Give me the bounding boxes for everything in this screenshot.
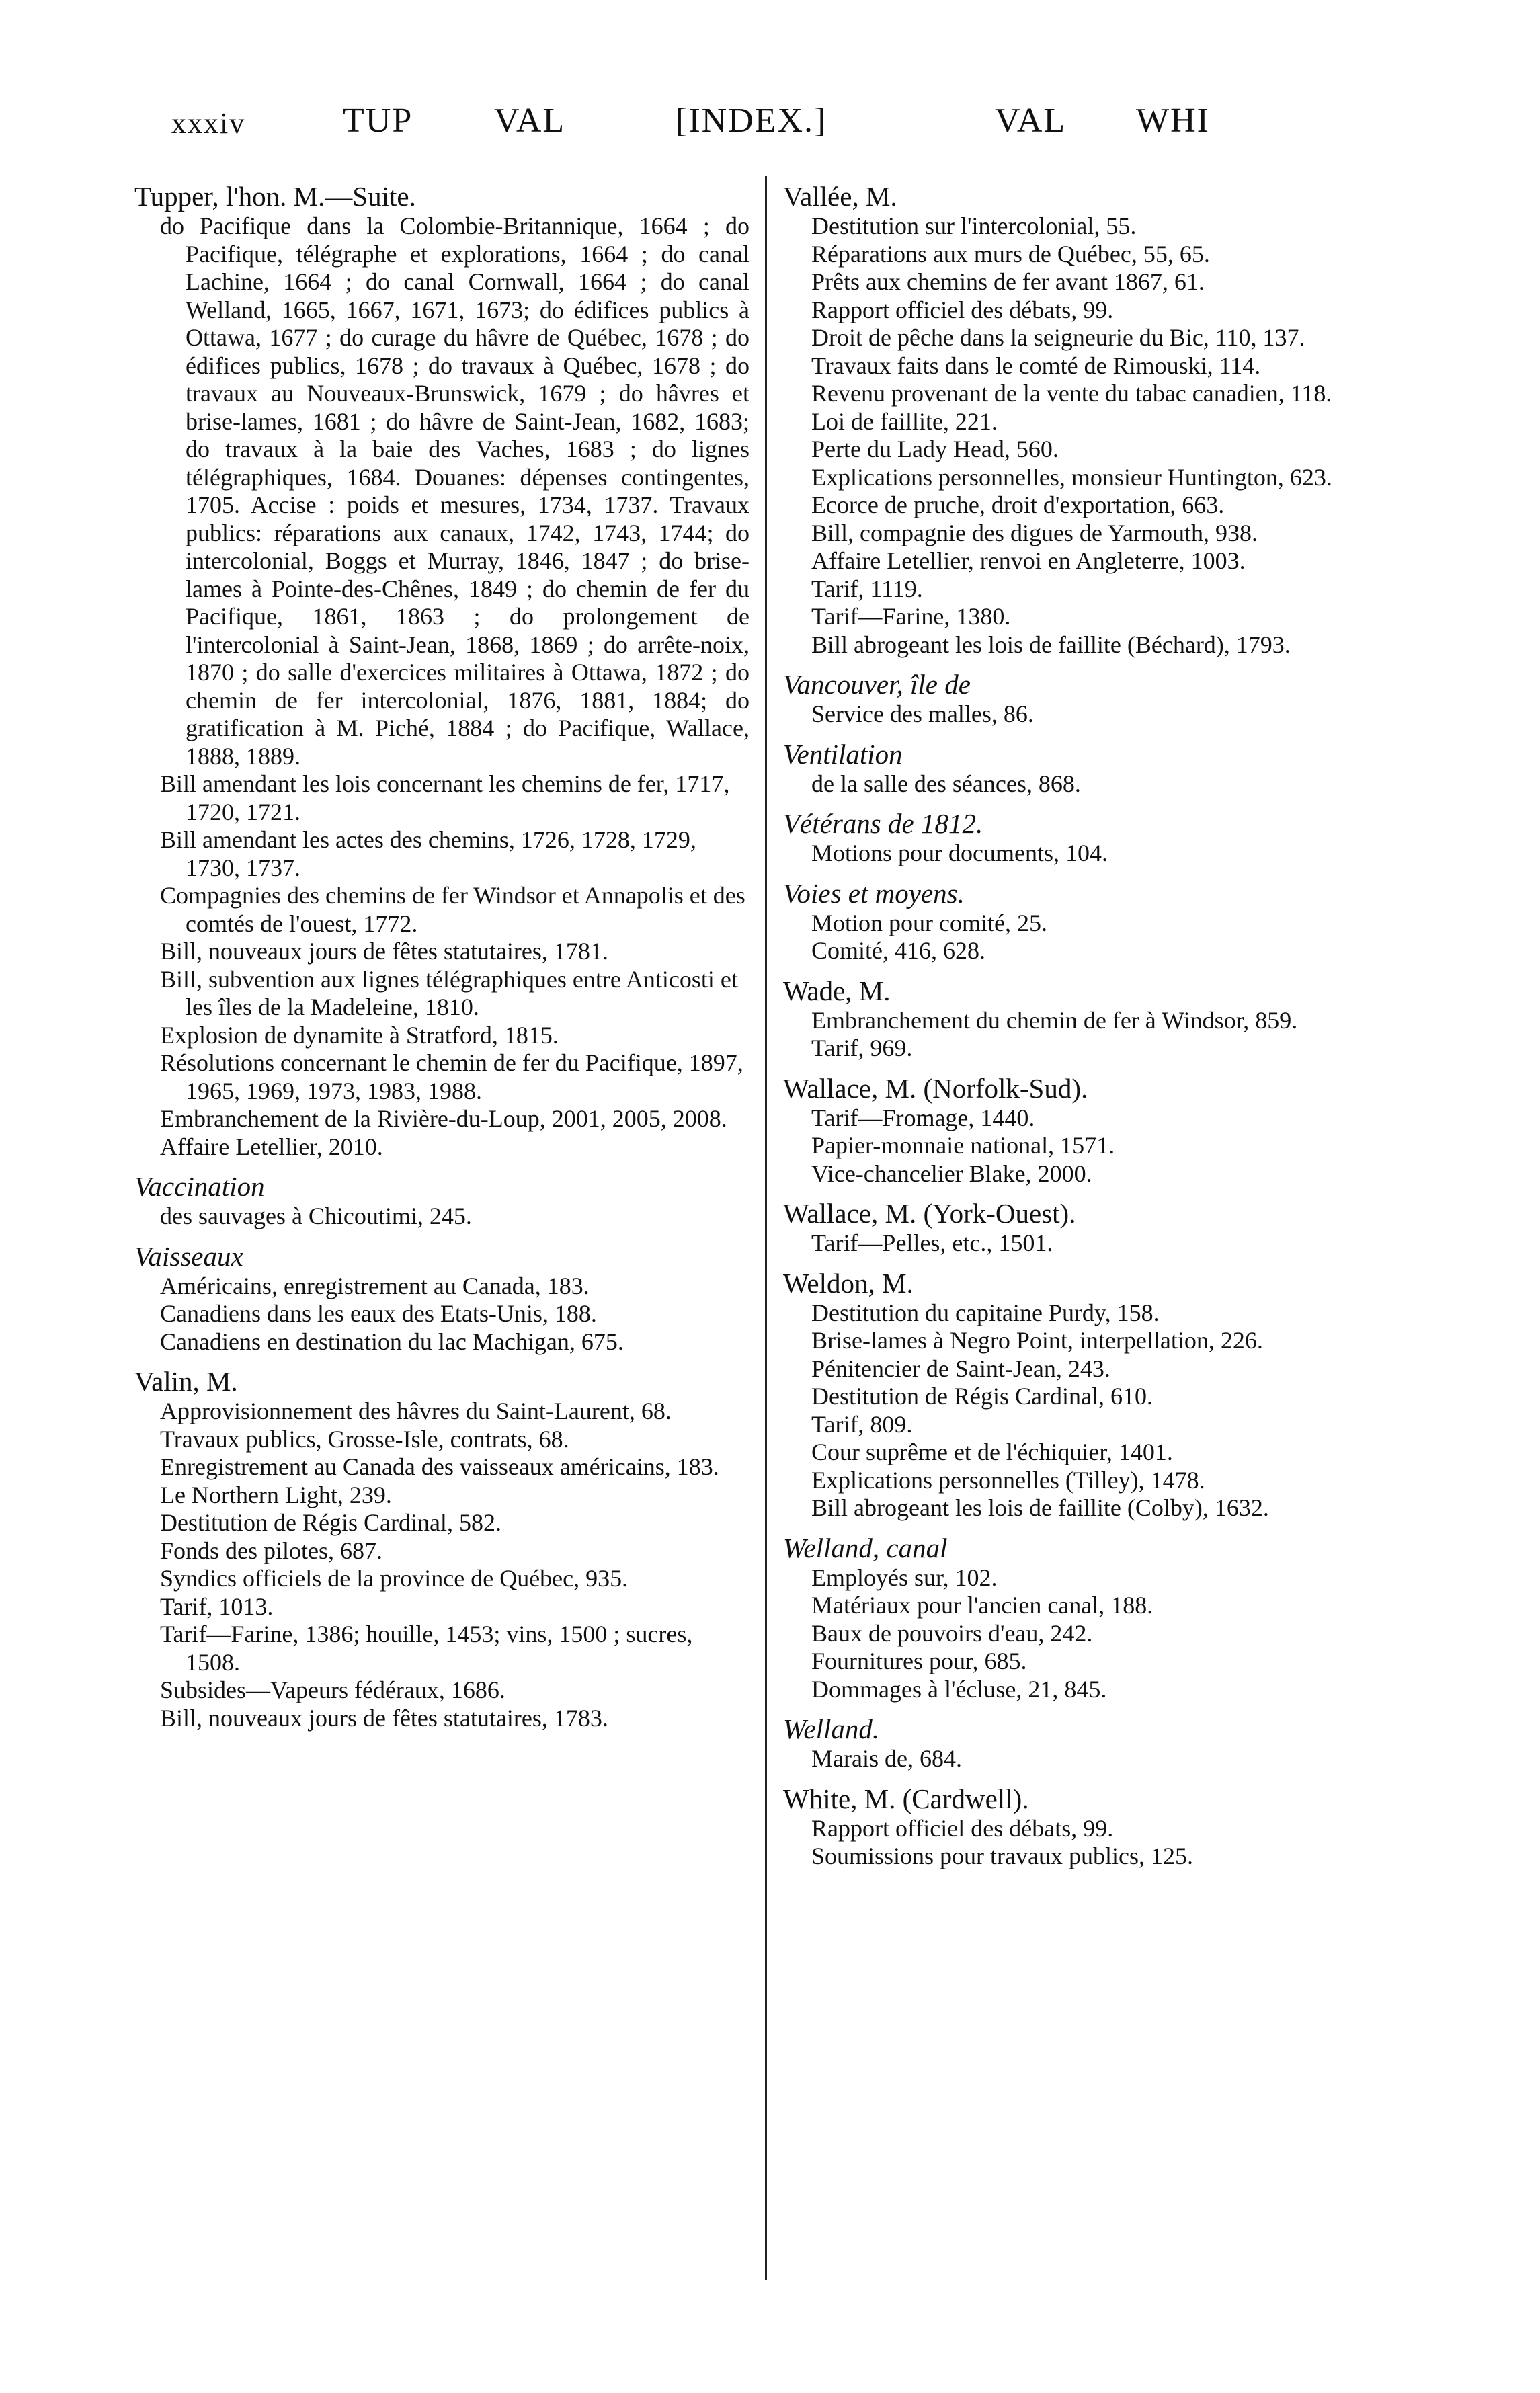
list-item: Bill, nouveaux jours de fêtes statutaires, 1783. xyxy=(160,1704,608,1732)
list-item: Destitution sur l'intercolonial, 55. xyxy=(811,212,1137,239)
list-item: Revenu provenant de la vente du tabac canadien, 118. xyxy=(811,380,1332,407)
list-item: Perte du Lady Head, 560. xyxy=(811,436,1059,462)
right-column xyxy=(783,176,1402,1871)
running-header xyxy=(0,101,1540,155)
entry-voies-et-moyens xyxy=(783,877,1402,965)
list-item: Tarif—Farine, 1380. xyxy=(811,603,1011,630)
list-item: Vice-chancelier Blake, 2000. xyxy=(811,1160,1092,1187)
entry-vaisseaux xyxy=(134,1240,749,1356)
list-item: Bill abrogeant les lois de faillite (Béchard), 1793. xyxy=(811,631,1291,658)
entry-vancouver xyxy=(783,668,1402,729)
list-item: Cour suprême et de l'échiquier, 1401. xyxy=(811,1438,1173,1465)
list-item: Embranchement de la Rivière-du-Loup, 2001, 2005, 2008. xyxy=(160,1105,727,1132)
header-section: [INDEX.] xyxy=(676,102,827,140)
list-item: Fournitures pour, 685. xyxy=(811,1648,1027,1674)
list-item: Embranchement du chemin de fer à Windsor, 859. xyxy=(811,1006,1298,1034)
entry-weldon xyxy=(783,1267,1402,1523)
entry-veterans xyxy=(783,807,1402,868)
list-item: de la salle des séances, 868. xyxy=(811,770,1081,797)
entry-welland-canal xyxy=(783,1532,1402,1704)
list-item: Tarif, 1119. xyxy=(811,575,923,602)
list-item: Approvisionnement des hâvres du Saint-Laurent, 68. xyxy=(160,1397,672,1424)
entry-heading: Wallace, M. (Norfolk-Sud). xyxy=(783,1072,1088,1104)
entry-welland xyxy=(783,1713,1402,1773)
list-item: Bill amendant les lois concernant les chemins de fer, 1717, 1720, 1721. xyxy=(160,770,730,825)
entry-heading: White, M. (Cardwell). xyxy=(783,1783,1029,1814)
list-item: Enregistrement au Canada des vaisseaux américains, 183. xyxy=(160,1453,719,1480)
list-item: Service des malles, 86. xyxy=(811,700,1034,727)
entry-heading: Vaisseaux xyxy=(134,1240,243,1272)
entry-heading: Voies et moyens. xyxy=(783,877,965,909)
list-item: Loi de faillite, 221. xyxy=(811,407,998,435)
list-item: Bill amendant les actes des chemins, 1726, 1728, 1729, 1730, 1737. xyxy=(160,826,696,881)
entry-heading: Ventilation xyxy=(783,738,903,770)
list-item: Subsides—Vapeurs fédéraux, 1686. xyxy=(160,1676,505,1703)
list-item: Ecorce de pruche, droit d'exportation, 663. xyxy=(811,491,1225,518)
entry-heading: Vétérans de 1812. xyxy=(783,808,983,839)
entry-wallace-york xyxy=(783,1197,1402,1258)
list-item: Bill, compagnie des digues de Yarmouth, 938. xyxy=(811,519,1258,546)
header-right-to: WHI xyxy=(1136,102,1210,140)
list-item: Matériaux pour l'ancien canal, 188. xyxy=(811,1592,1153,1619)
list-item: Prêts aux chemins de fer avant 1867, 61. xyxy=(811,268,1205,295)
list-item: Réparations aux murs de Québec, 55, 65. xyxy=(811,240,1210,268)
list-item: Travaux faits dans le comté de Rimouski, 114. xyxy=(811,352,1261,379)
list-item: Canadiens en destination du lac Machigan, 675. xyxy=(160,1328,624,1355)
entry-heading: Wallace, M. (York-Ouest). xyxy=(783,1198,1076,1229)
entry-tupper xyxy=(134,180,749,1161)
entry-paragraph: do Pacifique dans la Colombie-Britannique, 1664 ; do Pacifique, télégraphe et explorations, 1664 ; do canal Lachine, 1664 ; do canal Cornwall, 1664 ; do canal Welland, 1665, 1667, 1671, 1673; do édifices publics à Ottawa, 1677 ; do curage du hâvre de Québec, 1678 ; do édifices publics, 1678 ; do travaux à Québec, 1678 ; do travaux au Nouveaux-Brunswick, 1679 ; do hâvres et brise-lames, 1681 ; do hâvre de Saint-Jean, 1682, 1683; do travaux à la baie des Vaches, 1683 ; do lignes télégraphiques, 1684. Douanes: dépenses contingentes, 1705. Accise : poids et mesures, 1734, 1737. Travaux publics: réparations aux canaux, 1742, 1743, 1744; do intercolonial, Boggs et Murray, 1846, 1847 ; do brise-lames à Pointe-des-Chênes, 1849 ; do chemin de fer du Pacifique, 1861, 1863 ; do prolongement de l'intercolonial à Saint-Jean, 1868, 1869 ; do arrête-noix, 1870 ; do salle d'exercices militaires à Ottawa, 1872 ; do chemin de fer intercolonial, 1876, 1881, 1884; do gratification à M. Piché, 1884 ; do Pacifique, Wallace, 1888, 1889. xyxy=(160,212,749,770)
list-item: Motion pour comité, 25. xyxy=(811,909,1047,936)
list-item: Affaire Letellier, renvoi en Angleterre, 1003. xyxy=(811,547,1246,574)
list-item: Compagnies des chemins de fer Windsor et Annapolis et des comtés de l'ouest, 1772. xyxy=(160,882,745,937)
list-item: Bill, subvention aux lignes télégraphiques entre Anticosti et les îles de la Madeleine, 1810. xyxy=(160,965,738,1020)
entry-heading: Tupper, l'hon. M.—Suite. xyxy=(134,181,416,212)
list-item: Destitution du capitaine Purdy, 158. xyxy=(811,1299,1160,1326)
list-item: Bill abrogeant les lois de faillite (Colby), 1632. xyxy=(811,1494,1269,1521)
list-item: Explosion de dynamite à Stratford, 1815. xyxy=(160,1021,559,1049)
entry-heading: Weldon, M. xyxy=(783,1267,914,1299)
list-item: Destitution de Régis Cardinal, 582. xyxy=(160,1509,501,1536)
list-item: Dommages à l'écluse, 21, 845. xyxy=(811,1675,1107,1703)
entry-wallace-norfolk xyxy=(783,1072,1402,1188)
list-item: Baux de pouvoirs d'eau, 242. xyxy=(811,1619,1093,1647)
entry-heading: Welland. xyxy=(783,1713,880,1744)
entry-heading: Vallée, M. xyxy=(783,181,897,212)
list-item: des sauvages à Chicoutimi, 245. xyxy=(160,1203,472,1229)
list-item: Tarif—Fromage, 1440. xyxy=(811,1104,1035,1131)
list-item: Employés sur, 102. xyxy=(811,1564,998,1591)
list-item: Motions pour documents, 104. xyxy=(811,840,1108,866)
page-number: xxxiv xyxy=(171,107,246,140)
list-item: Le Northern Light, 239. xyxy=(160,1481,392,1508)
list-item: Droit de pêche dans la seigneurie du Bic, 110, 137. xyxy=(811,324,1305,351)
list-item: Explications personnelles (Tilley), 1478. xyxy=(811,1466,1205,1494)
entry-vaccination xyxy=(134,1170,749,1231)
header-left-from: TUP xyxy=(343,102,413,140)
list-item: Brise-lames à Negro Point, interpellation, 226. xyxy=(811,1327,1263,1354)
entry-heading: Valin, M. xyxy=(134,1366,238,1397)
list-item: Tarif—Farine, 1386; houille, 1453; vins, 1500 ; sucres, 1508. xyxy=(160,1621,693,1676)
list-item: Pénitencier de Saint-Jean, 243. xyxy=(811,1354,1110,1382)
column-divider xyxy=(765,176,767,2280)
list-item: Fonds des pilotes, 687. xyxy=(160,1537,383,1564)
entry-heading: Wade, M. xyxy=(783,975,891,1006)
header-right-from: VAL xyxy=(995,102,1067,140)
list-item: Destitution de Régis Cardinal, 610. xyxy=(811,1383,1153,1410)
entry-heading: Welland, canal xyxy=(783,1532,948,1564)
list-item: Bill, nouveaux jours de fêtes statutaires, 1781. xyxy=(160,938,608,965)
list-item: Américains, enregistrement au Canada, 183. xyxy=(160,1272,590,1299)
list-item: Tarif, 809. xyxy=(811,1410,913,1438)
entry-wade xyxy=(783,975,1402,1063)
list-item: Marais de, 684. xyxy=(811,1745,962,1772)
entry-white xyxy=(783,1783,1402,1871)
left-column xyxy=(134,176,749,1732)
list-item: Papier-monnaie national, 1571. xyxy=(811,1132,1115,1159)
header-left-to: VAL xyxy=(494,102,566,140)
entry-valin xyxy=(134,1365,749,1732)
entry-ventilation xyxy=(783,738,1402,799)
list-item: Résolutions concernant le chemin de fer du Pacifique, 1897, 1965, 1969, 1973, 1983, 1988. xyxy=(160,1049,743,1104)
entry-vallee xyxy=(783,180,1402,659)
list-item: Soumissions pour travaux publics, 125. xyxy=(811,1842,1193,1869)
list-item: Tarif—Pelles, etc., 1501. xyxy=(811,1229,1053,1256)
list-item: Comité, 416, 628. xyxy=(811,937,985,964)
list-item: Explications personnelles, monsieur Huntington, 623. xyxy=(811,463,1332,491)
list-item: Affaire Letellier, 2010. xyxy=(160,1133,383,1160)
list-item: Tarif, 1013. xyxy=(160,1592,274,1620)
list-item: Canadiens dans les eaux des Etats-Unis, 188. xyxy=(160,1300,597,1327)
entry-heading: Vaccination xyxy=(134,1171,265,1202)
list-item: Rapport officiel des débats, 99. xyxy=(811,1814,1114,1842)
list-item: Syndics officiels de la province de Québec, 935. xyxy=(160,1565,629,1592)
list-item: Rapport officiel des débats, 99. xyxy=(811,296,1114,323)
entry-heading: Vancouver, île de xyxy=(783,669,971,700)
list-item: Tarif, 969. xyxy=(811,1035,913,1061)
list-item: Travaux publics, Grosse-Isle, contrats, 68. xyxy=(160,1425,569,1453)
